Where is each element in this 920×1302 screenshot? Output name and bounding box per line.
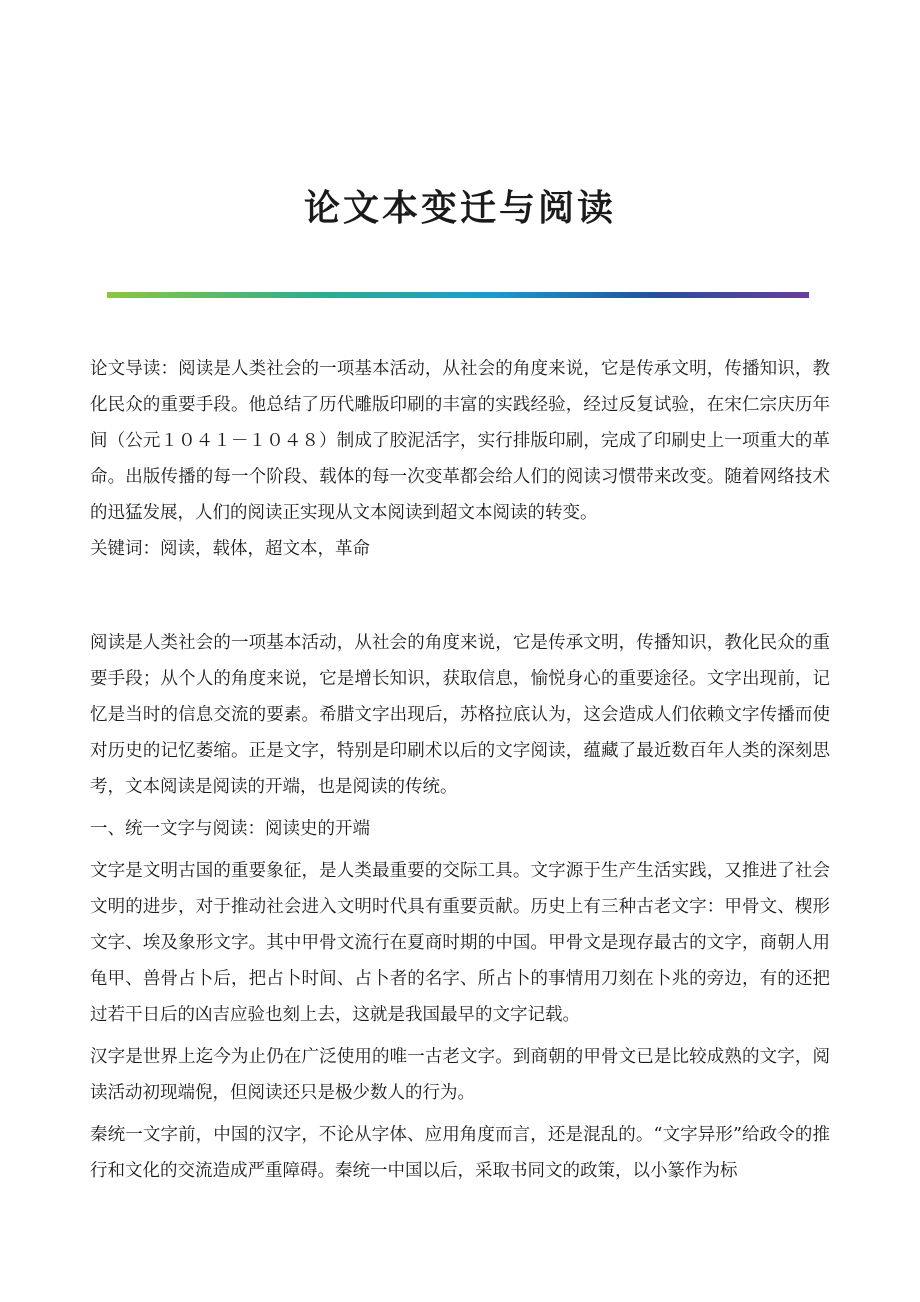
body-paragraph: 文字是文明古国的重要象征，是人类最重要的交际工具。文字源于生产生活实践，又推进了社会文明的进步，对于推动社会进入文明时代具有重要贡献。历史上有三种古老文字：甲骨文、楔形文字、埃及象形文字。其中甲骨文流行在夏商时期的中国。甲骨文是现存最古的文字，商朝人用龟甲、兽骨占卜后，把占卜时间、占卜者的名字、所占卜的事情用刀刻在卜兆的旁边，有的还把过若干日后的凶吉应验也刻上去，这就是我国最早的文字记载。	[90, 861, 830, 1025]
body-paragraph: 秦统一文字前，中国的汉字，不论从字体、应用角度而言，还是混乱的。“文字异形”给政令的推行和文化的交流造成严重障碍。秦统一中国以后，采取书同文的政策，以小篆作为标	[90, 1125, 830, 1181]
body-paragraph: 阅读是人类社会的一项基本活动，从社会的角度来说，它是传承文明，传播知识，教化民众的重要手段；从个人的角度来说，它是增长知识，获取信息，愉悦身心的重要途径。文字出现前，记忆是当时的信息交流的要素。希腊文字出现后，苏格拉底认为，这会造成人们依赖文字传播而使对历史的记忆萎缩。正是文字，特别是印刷术以后的文字阅读，蕴藏了最近数百年人类的深刻思考，文本阅读是阅读的开端，也是阅读的传统。	[90, 633, 830, 797]
keywords-line: 关键词：阅读，载体，超文本，革命	[90, 539, 370, 559]
section-heading: 一、统一文字与阅读：阅读史的开端	[90, 819, 370, 839]
document-body	[90, 351, 830, 1195]
body-paragraph: 汉字是世界上迄今为止仍在广泛使用的唯一古老文字。到商朝的甲骨文已是比较成熟的文字，阅读活动初现端倪，但阅读还只是极少数人的行为。	[90, 1047, 830, 1103]
gradient-divider	[107, 292, 809, 298]
abstract-paragraph: 论文导读：阅读是人类社会的一项基本活动，从社会的角度来说，它是传承文明，传播知识，教化民众的重要手段。他总结了历代雕版印刷的丰富的实践经验，经过反复试验，在宋仁宗庆历年间（公元１０４１－１０４８）制成了胶泥活字，实行排版印刷，完成了印刷史上一项重大的革命。出版传播的每一个阶段、载体的每一次变革都会给人们的阅读习惯带来改变。随着网络技术的迅猛发展，人们的阅读正实现从文本阅读到超文本阅读的转变。	[90, 359, 830, 523]
page-title: 论文本变迁与阅读	[303, 187, 616, 229]
